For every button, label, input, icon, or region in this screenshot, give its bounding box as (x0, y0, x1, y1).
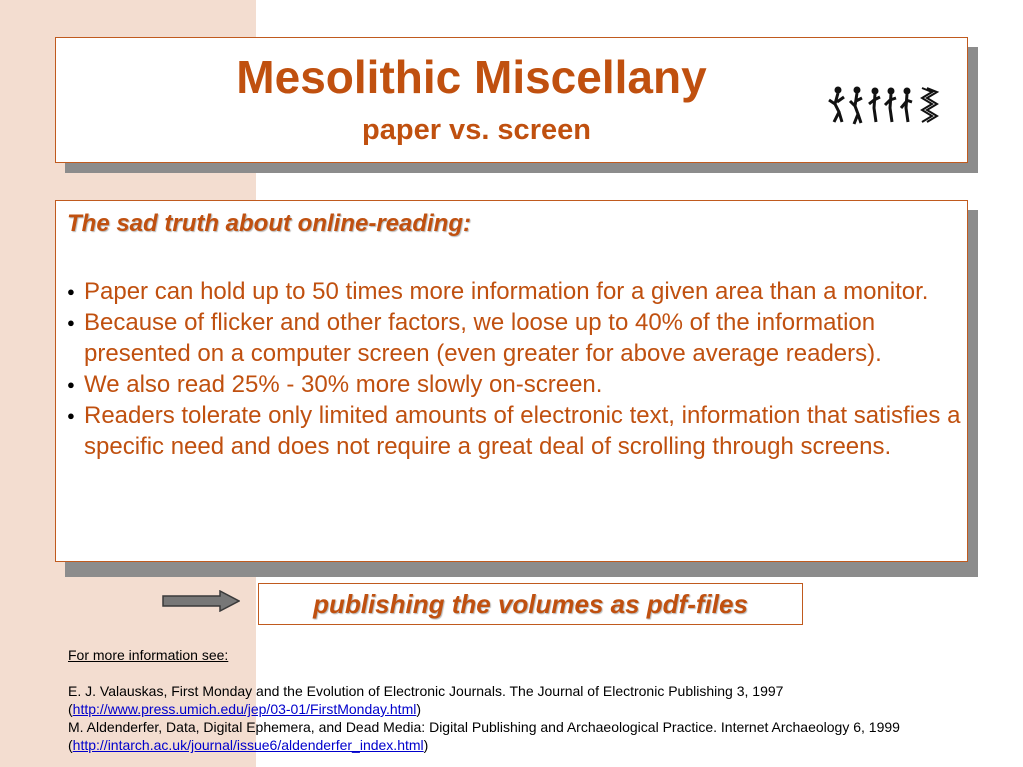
title-box (55, 37, 968, 163)
references (68, 646, 968, 754)
reference-2: M. Aldenderfer, Data, Digital Ephemera, and Dead Media: Digital Publishing and Archaeological Practice. Internet Archaeology 6, 1999 (http://intarch.ac.uk/journal/issue6/aldenderfer_index.html) (68, 719, 900, 753)
bullet-list (67, 276, 962, 462)
reference-1: E. J. Valauskas, First Monday and the Evolution of Electronic Journals. The Journal of Electronic Publishing 3, 1997 (http://www.press.umich.edu/jep/03-01/FirstMonday.html) (68, 683, 784, 717)
references-heading: For more information see: (68, 647, 229, 663)
reference-2-link[interactable]: http://intarch.ac.uk/journal/issue6/aldenderfer_index.html (72, 737, 424, 753)
rock-art-figures-icon (824, 82, 944, 128)
page-subtitle: paper vs. screen (362, 114, 591, 146)
pdf-callout: publishing the volumes as pdf-files (258, 583, 803, 625)
arrow-right-icon (162, 590, 240, 612)
bullet-icon: ● (67, 284, 75, 299)
content-heading: The sad truth about online-reading: (67, 210, 471, 237)
bullet-icon: ● (67, 408, 75, 423)
list-item: ● We also read 25% - 30% more slowly on-screen. (67, 371, 603, 398)
list-item: ● Readers tolerate only limited amounts of electronic text, information that satisfies a specific need and does not require a great deal of scrolling through screens. (67, 402, 961, 460)
content-box (55, 200, 968, 562)
reference-1-link[interactable]: http://www.press.umich.edu/jep/03-01/FirstMonday.html (72, 701, 417, 717)
list-item: ● Because of flicker and other factors, we loose up to 40% of the information presented on a computer screen (even greater for above average readers). (67, 309, 882, 367)
page-title: Mesolithic Miscellany (236, 51, 707, 103)
list-item: ● Paper can hold up to 50 times more information for a given area than a monitor. (67, 278, 929, 305)
bullet-icon: ● (67, 315, 75, 330)
bullet-icon: ● (67, 377, 75, 392)
